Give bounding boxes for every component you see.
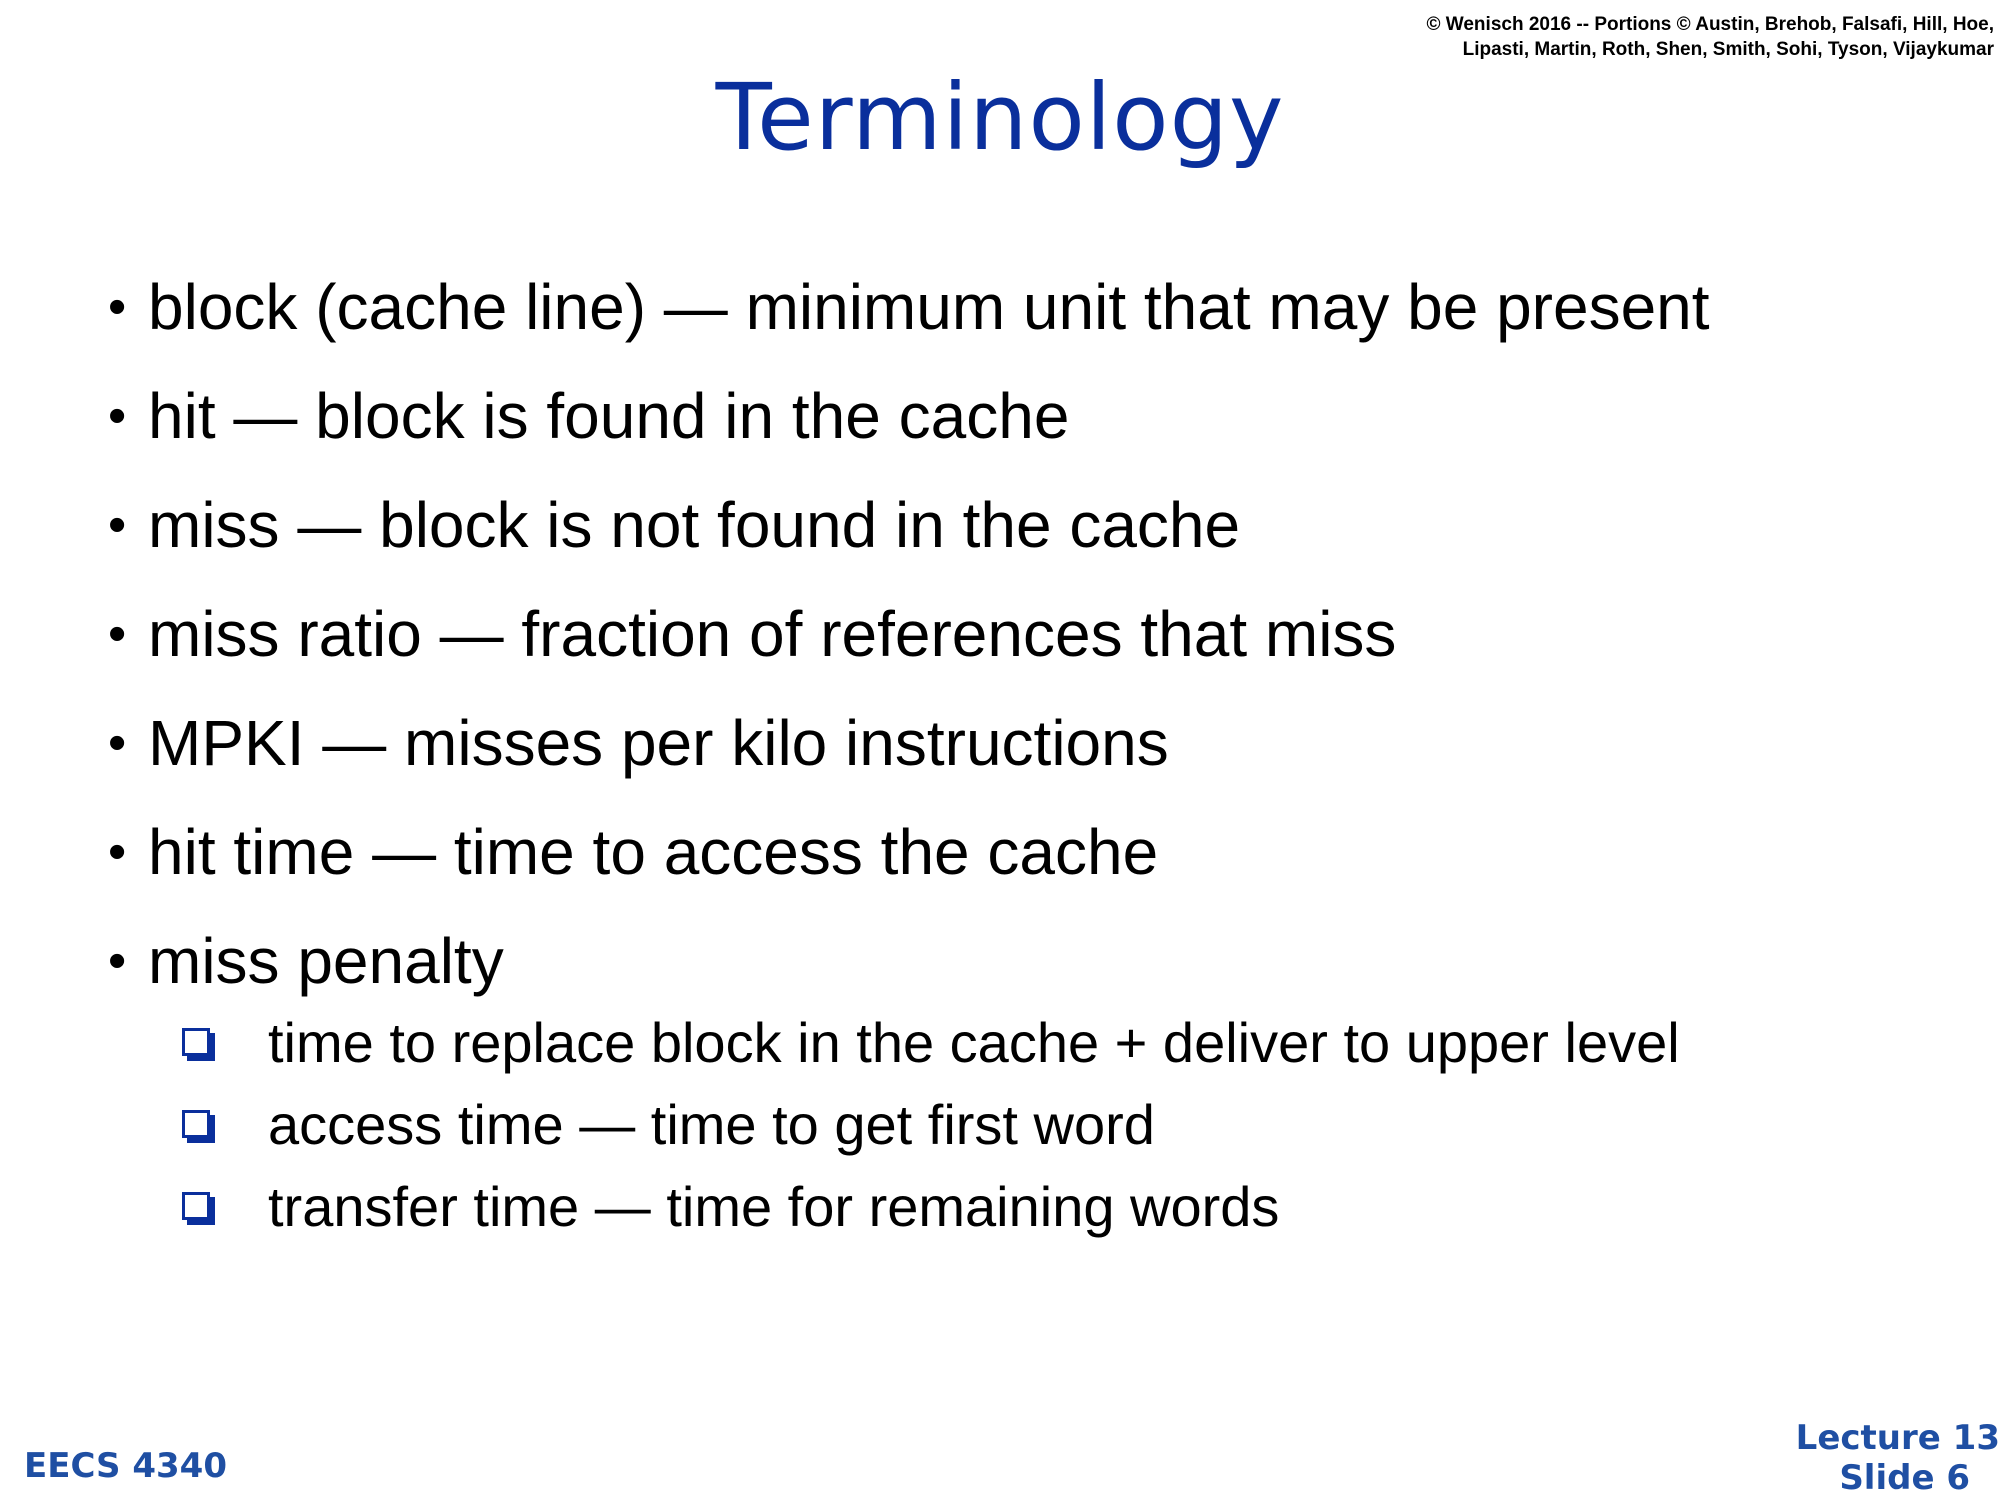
course-label: EECS 4340 — [24, 1446, 227, 1486]
bullet-dot-icon: • — [108, 714, 127, 772]
bullet-dot-icon: • — [108, 387, 127, 445]
bullet-item — [108, 691, 1958, 800]
subbullet-item — [180, 1166, 1960, 1248]
bullet-item — [108, 473, 1958, 582]
copyright-line-2: Lipasti, Martin, Roth, Shen, Smith, Sohi, Tyson, Vijaykumar — [1462, 39, 1994, 60]
bullet-dot-icon: • — [108, 496, 127, 554]
shadowed-square-icon — [182, 1028, 210, 1056]
bullet-text: MPKI — misses per kilo instructions — [148, 707, 1169, 779]
copyright-notice — [994, 12, 1994, 62]
subbullet-text: access time — time to get first word — [268, 1093, 1155, 1156]
shadowed-square-icon — [182, 1110, 210, 1138]
bullet-item — [108, 364, 1958, 473]
bullet-item — [108, 582, 1958, 691]
slide-title: Terminology — [715, 64, 1285, 171]
slide-info — [1700, 1418, 2000, 1498]
subbullet-item — [180, 1002, 1960, 1084]
shadowed-square-icon — [182, 1192, 210, 1220]
bullet-dot-icon: • — [108, 278, 127, 336]
bullet-text: block (cache line) — minimum unit that may be present — [148, 271, 1710, 343]
subbullet-item — [180, 1084, 1960, 1166]
bullet-text: hit — block is found in the cache — [148, 380, 1070, 452]
bullet-list — [108, 255, 1958, 1018]
subbullet-list — [180, 1002, 1960, 1248]
bullet-text: miss — block is not found in the cache — [148, 489, 1241, 561]
bullet-dot-icon: • — [108, 823, 127, 881]
bullet-dot-icon: • — [108, 932, 127, 990]
bullet-text: hit time — time to access the cache — [148, 816, 1159, 888]
copyright-line-1: © Wenisch 2016 -- Portions © Austin, Brehob, Falsafi, Hill, Hoe, — [1426, 14, 1994, 35]
bullet-item — [108, 255, 1958, 364]
bullet-item — [108, 800, 1958, 909]
subbullet-text: time to replace block in the cache + deliver to upper level — [268, 1011, 1680, 1074]
bullet-text: miss penalty — [148, 925, 504, 997]
slide-number: Slide 6 — [1839, 1458, 1970, 1498]
bullet-text: miss ratio — fraction of references that miss — [148, 598, 1397, 670]
lecture-label: Lecture 13 — [1795, 1418, 2000, 1458]
bullet-dot-icon: • — [108, 605, 127, 663]
subbullet-text: transfer time — time for remaining words — [268, 1175, 1280, 1238]
